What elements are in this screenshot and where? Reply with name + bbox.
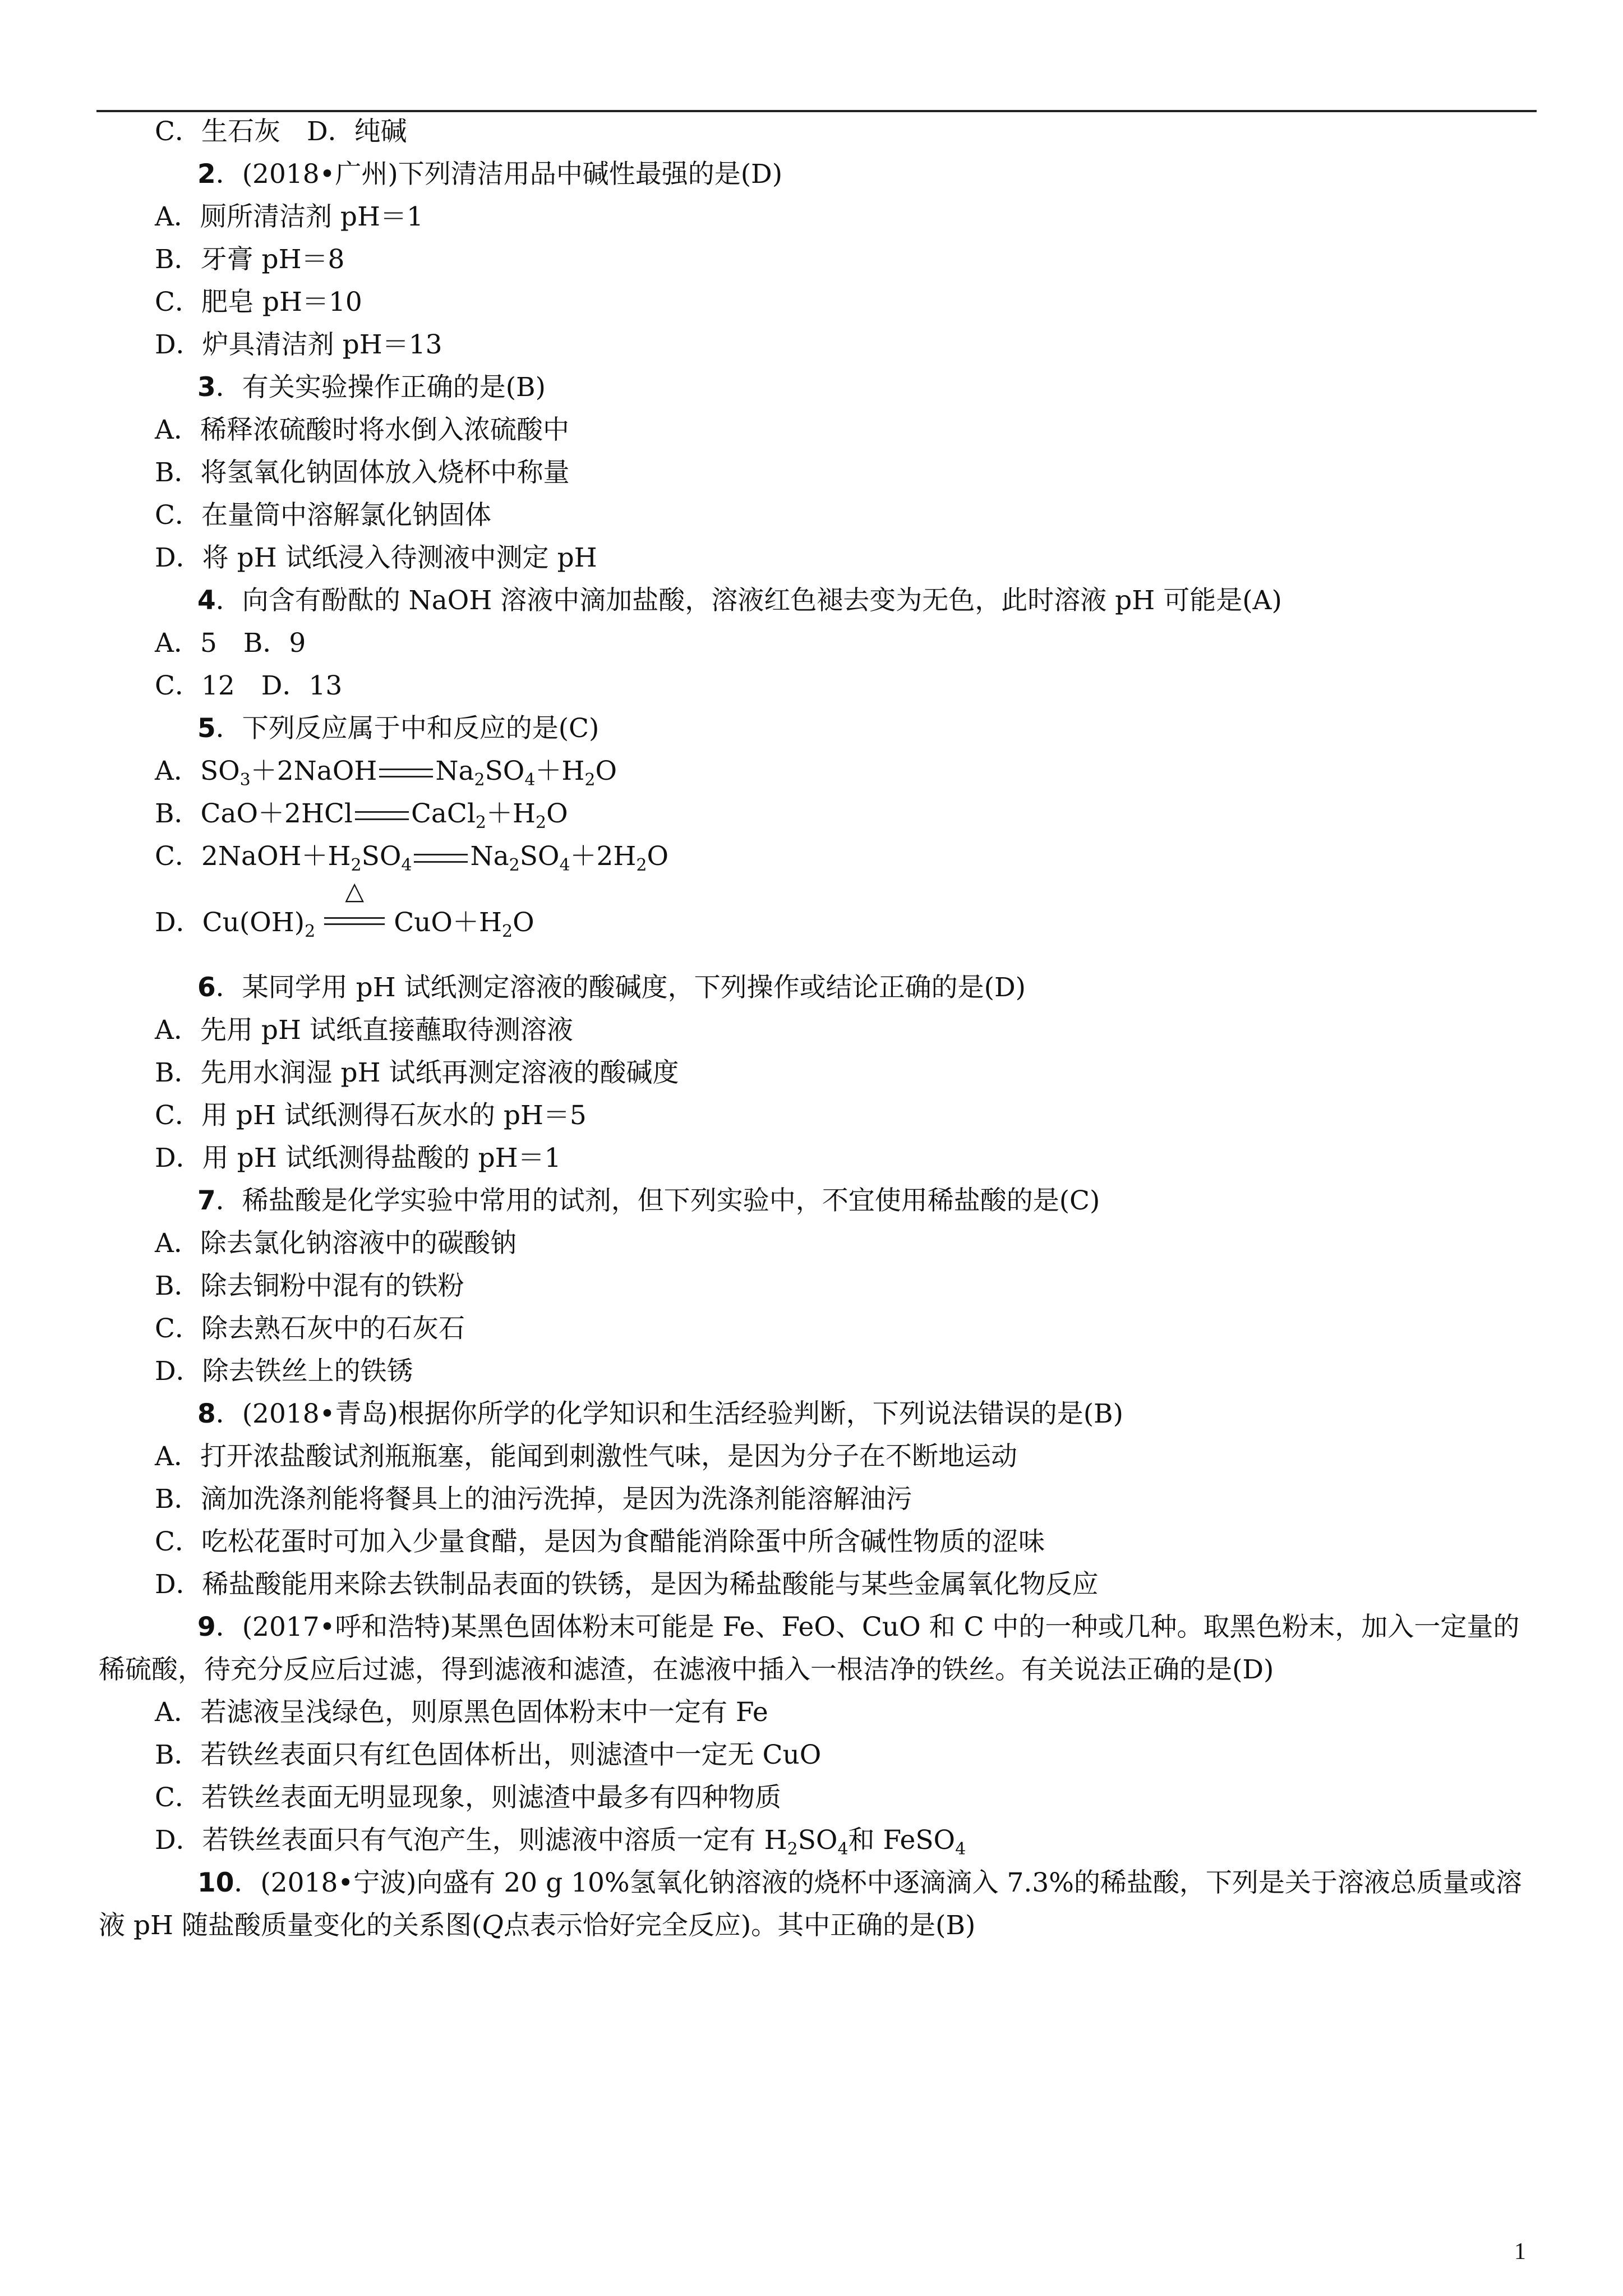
- question-text: ．某同学用 pH 试纸测定溶液的酸碱度，下列操作或结论正确的是(D): [215, 972, 1026, 1003]
- question-number: 10: [197, 1867, 234, 1898]
- question-text: ．向含有酚酞的 NaOH 溶液中滴加盐酸，溶液红色褪去变为无色，此时溶液 pH 可能是(A): [215, 585, 1282, 616]
- equals-sign: [379, 769, 433, 777]
- equals-sign: [355, 811, 409, 820]
- question-9-continued: 稀硫酸，待充分反应后过滤，得到滤液和滤渣，在滤液中插入一根洁净的铁丝。有关说法正确的是(D): [99, 1654, 1274, 1685]
- q6-option-a: A．先用 pH 试纸直接蘸取待测溶液: [155, 1015, 573, 1046]
- q7-option-c: C．除去熟石灰中的石灰石: [155, 1313, 465, 1344]
- q3-option-c: C．在量筒中溶解氯化钠固体: [155, 500, 491, 531]
- q9-option-a: A．若滤液呈浅绿色，则原黑色固体粉末中一定有 Fe: [155, 1697, 768, 1728]
- heat-triangle-icon: △: [345, 877, 365, 905]
- page-number: 1: [1514, 2239, 1526, 2265]
- question-number: 6: [197, 972, 216, 1003]
- question-number: 9: [197, 1612, 216, 1642]
- q6-option-c: C．用 pH 试纸测得石灰水的 pH＝5: [155, 1100, 587, 1131]
- question-7: [197, 1184, 1100, 1218]
- q5-option-a: A．$SO_3+2NaOH$ $Na_2SO_4+H_2O$: [155, 756, 617, 790]
- question-10-continued: 液 pH 随盐酸质量变化的关系图(Q点表示恰好完全反应)。其中正确的是(B): [99, 1910, 976, 1941]
- q7-option-d: D．除去铁丝上的铁锈: [155, 1356, 413, 1387]
- heat-condition-sign: [321, 877, 388, 940]
- q2-option-a: A．厕所清洁剂 pH＝1: [155, 201, 423, 232]
- equals-sign: [414, 854, 468, 863]
- q2-option-c: C．肥皂 pH＝10: [155, 287, 362, 318]
- question-8: [197, 1397, 1123, 1431]
- q3-option-a: A．稀释浓硫酸时将水倒入浓硫酸中: [155, 415, 569, 445]
- question-6: [197, 971, 1026, 1005]
- header-rule: [96, 110, 1537, 112]
- question-9: [197, 1611, 1519, 1644]
- question-number: 8: [197, 1398, 216, 1429]
- q4-options-ab: A．5 B．9: [155, 628, 306, 659]
- question-text: ．(2018•青岛)根据你所学的化学知识和生活经验判断，下列说法错误的是(B): [215, 1398, 1123, 1429]
- q3-option-b: B．将氢氧化钠固体放入烧杯中称量: [155, 457, 570, 488]
- question-3: [197, 371, 546, 404]
- question-number: 3: [197, 372, 216, 403]
- q8-option-a: A．打开浓盐酸试剂瓶瓶塞，能闻到刺激性气味，是因为分子在不断地运动: [155, 1441, 1017, 1472]
- question-text: ．有关实验操作正确的是(B): [215, 372, 546, 403]
- question-10: [197, 1866, 1522, 1900]
- q8-option-b: B．滴加洗涤剂能将餐具上的油污洗掉，是因为洗涤剂能溶解油污: [155, 1484, 912, 1515]
- question-4: [197, 584, 1282, 618]
- question-text: ．(2018•广州)下列清洁用品中碱性最强的是(D): [215, 159, 783, 190]
- q9-option-d: D．若铁丝表面只有气泡产生，则滤液中溶质一定有 $H_2SO_4$和 FeSO$_4$: [155, 1825, 966, 1859]
- question-2: [197, 158, 782, 191]
- q5-option-d: D．$Cu(OH)_2$ △ $CuO+H_2O$: [155, 906, 534, 940]
- point-q-label: Q: [482, 1910, 504, 1941]
- q3-option-d: D．将 pH 试纸浸入待测液中测定 pH: [155, 542, 597, 573]
- q5-option-c: C．$2NaOH+H_2SO_4$ $Na_2SO_4+2H_2O$: [155, 841, 669, 875]
- q7-option-b: B．除去铜粉中混有的铁粉: [155, 1271, 464, 1301]
- q6-option-b: B．先用水润湿 pH 试纸再测定溶液的酸碱度: [155, 1057, 679, 1088]
- question-5: [197, 712, 599, 746]
- question-number: 2: [197, 159, 216, 190]
- question-text: ．下列反应属于中和反应的是(C): [215, 713, 600, 744]
- q2-option-d: D．炉具清洁剂 pH＝13: [155, 329, 442, 360]
- q6-option-d: D．用 pH 试纸测得盐酸的 pH＝1: [155, 1143, 561, 1174]
- question-number: 5: [197, 713, 216, 744]
- q2-option-b: B．牙膏 pH＝8: [155, 244, 345, 275]
- q1-options-cd: C．生石灰 D．纯碱: [155, 116, 407, 147]
- question-number: 7: [197, 1185, 216, 1216]
- question-text: ．(2017•呼和浩特)某黑色固体粉末可能是 Fe、FeO、CuO 和 C 中的一种或几种。取黑色粉末，加入一定量的: [215, 1612, 1520, 1642]
- q4-options-cd: C．12 D．13: [155, 670, 343, 701]
- q8-option-d: D．稀盐酸能用来除去铁制品表面的铁锈，是因为稀盐酸能与某些金属氧化物反应: [155, 1569, 1099, 1600]
- q8-option-c: C．吃松花蛋时可加入少量食醋，是因为食醋能消除蛋中所含碱性物质的涩味: [155, 1526, 1045, 1557]
- question-text: ．(2018•宁波)向盛有 20 g 10%氢氧化钠溶液的烧杯中逐滴滴入 7.3%的稀盐酸，下列是关于溶液总质量或溶: [234, 1867, 1522, 1898]
- question-number: 4: [197, 585, 216, 616]
- q9-option-c: C．若铁丝表面无明显现象，则滤渣中最多有四种物质: [155, 1782, 781, 1813]
- q5-option-b: B．CaO＋2HCl $CaCl_2+H_2O$: [155, 798, 568, 832]
- q9-option-b: B．若铁丝表面只有红色固体析出，则滤渣中一定无 CuO: [155, 1740, 822, 1770]
- q7-option-a: A．除去氯化钠溶液中的碳酸钠: [155, 1228, 517, 1259]
- question-text: ．稀盐酸是化学实验中常用的试剂，但下列实验中，不宜使用稀盐酸的是(C): [215, 1185, 1100, 1216]
